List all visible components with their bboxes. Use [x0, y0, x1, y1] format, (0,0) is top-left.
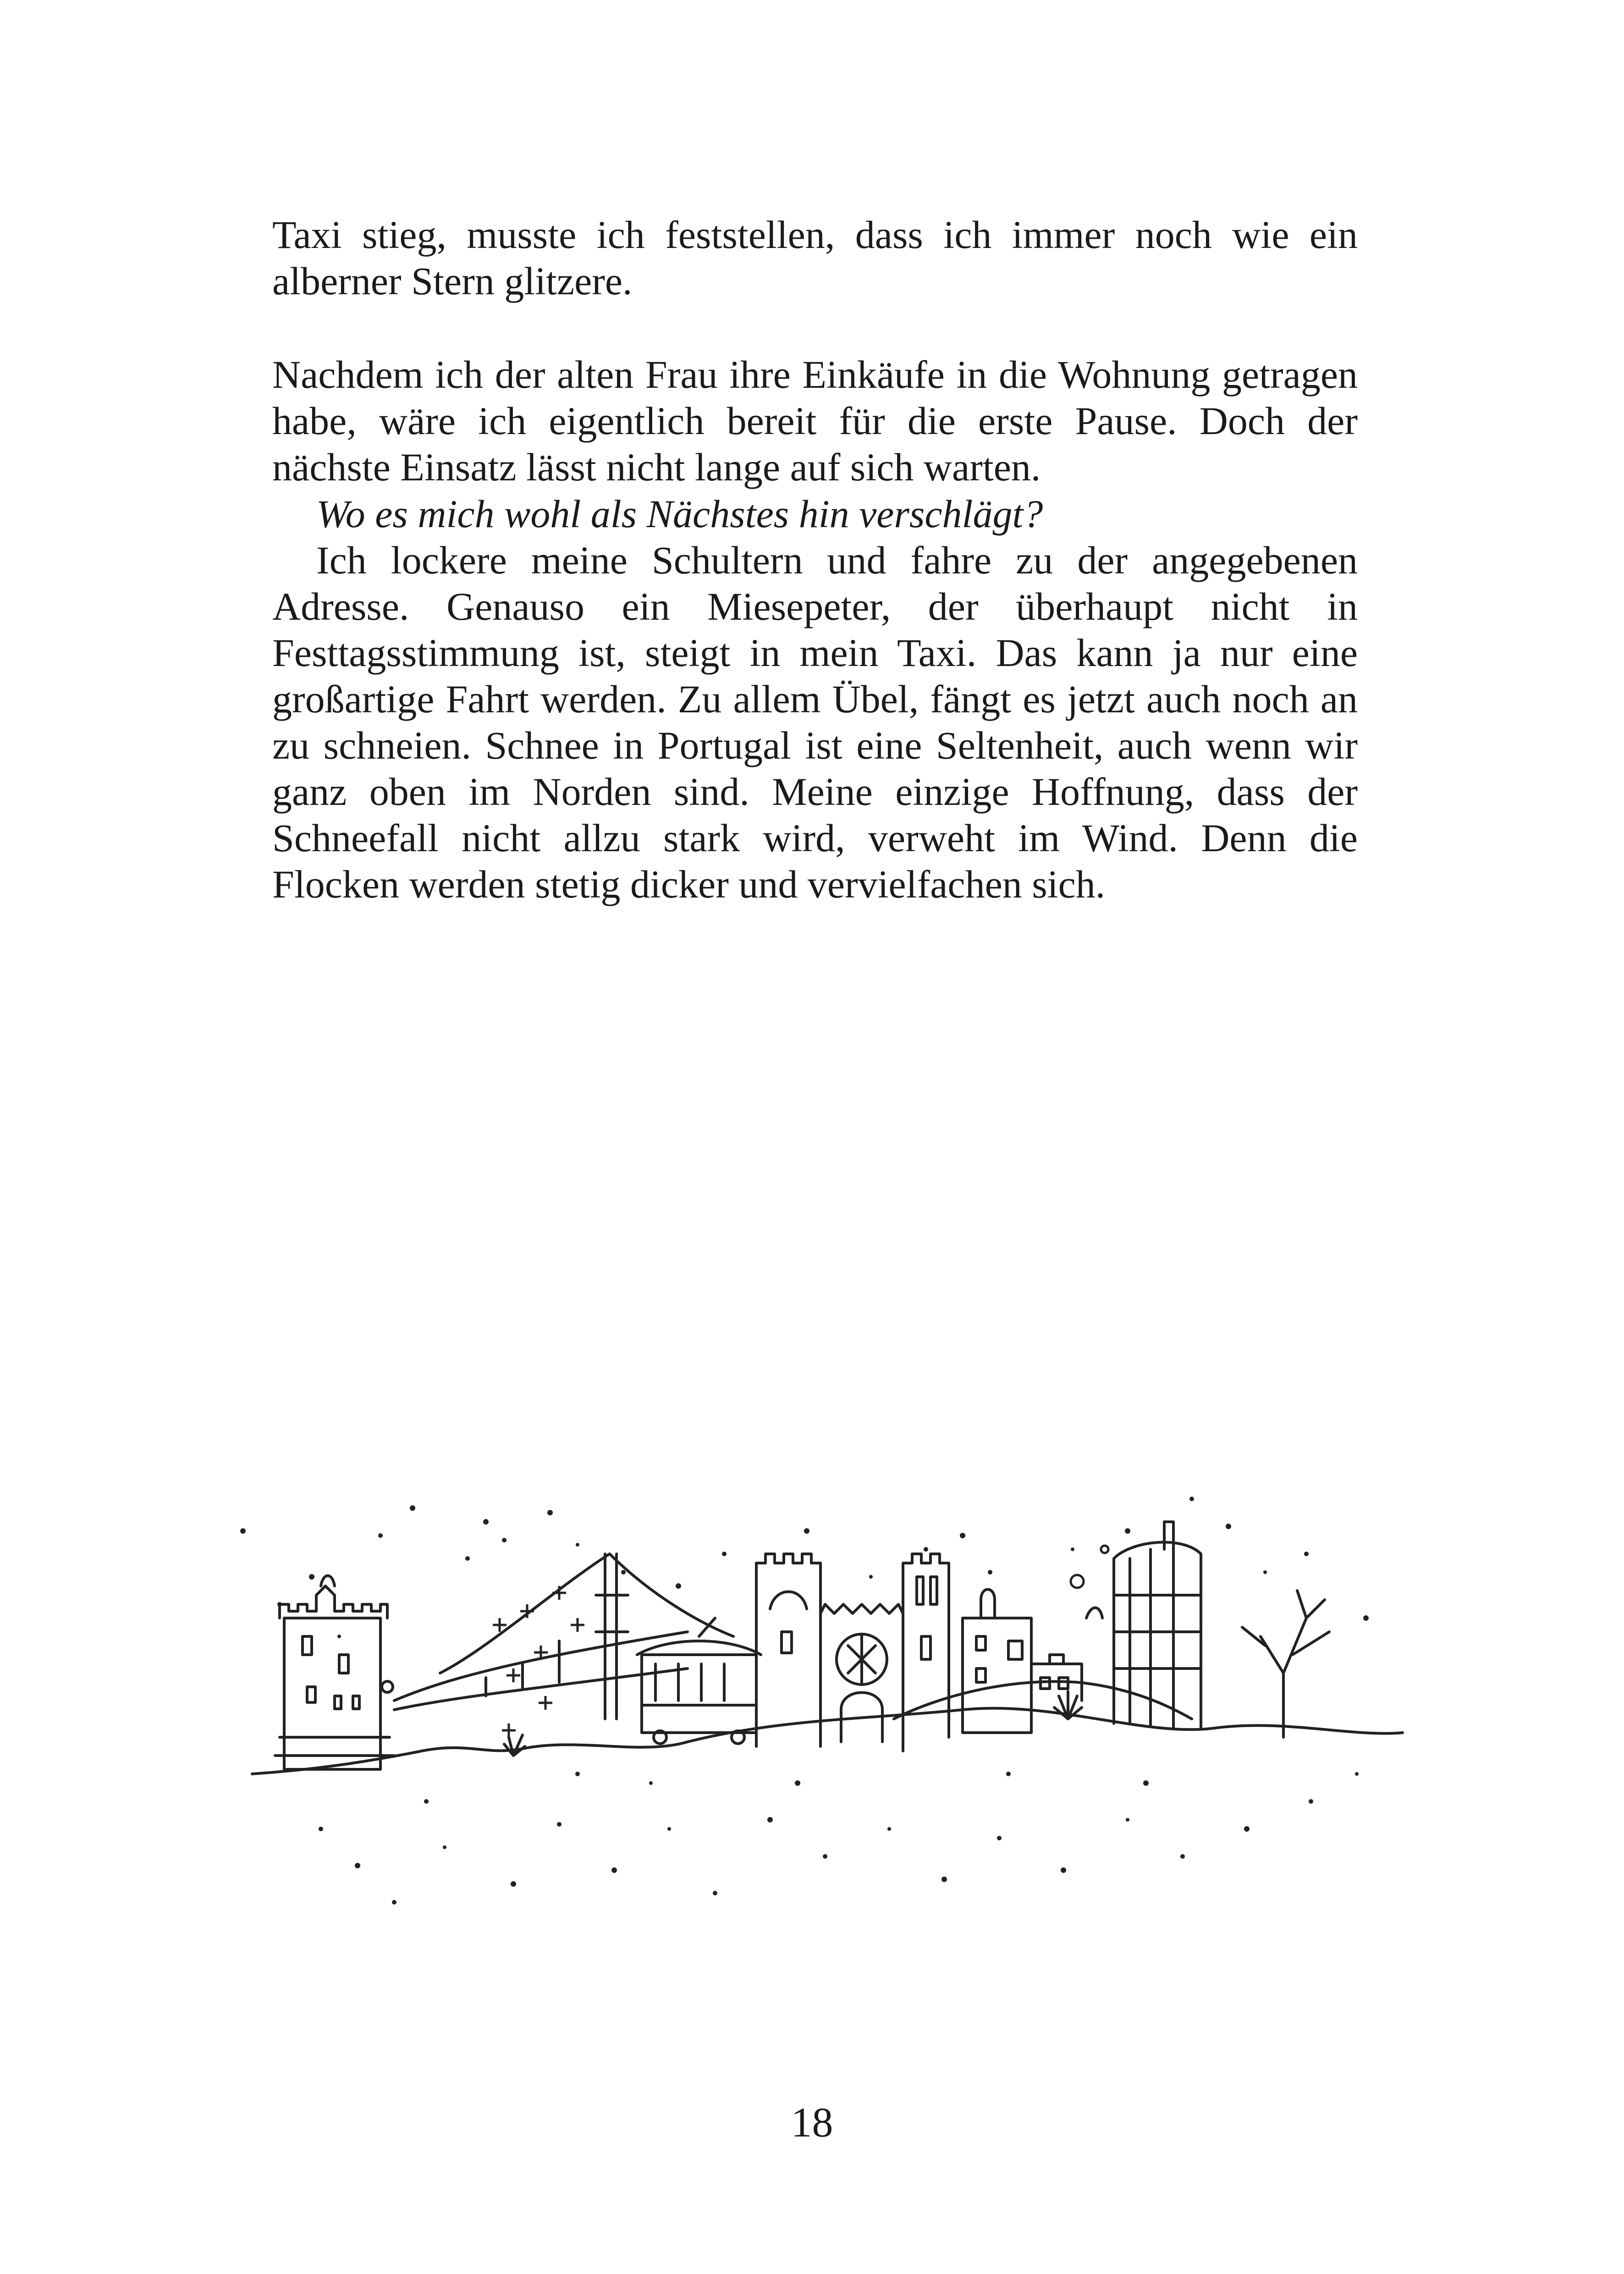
page-number: 18 — [791, 2099, 833, 2146]
lisbon-skyline-illustration — [229, 1481, 1430, 2076]
houses — [963, 1590, 1102, 1733]
ground-line — [252, 1708, 1403, 1774]
cathedral — [756, 1554, 949, 1751]
suspension-bridge — [394, 1554, 733, 1719]
paragraph-continuation: Taxi stieg, musste ich feststellen, dass ich immer noch wie ein alberner Stern glitzere. — [272, 213, 1358, 303]
belem-tower — [275, 1576, 394, 1770]
paragraph: Ich lockere meine Schultern und fahre zu der angegebenen Adresse. Genauso ein Miesepeter, der überhaupt nicht in Festtagsstimmung ist, steigt in mein Taxi. Das kann ja nur eine großartige Fahrt werden. Zu allem Übel, fängt es jetzt auch noch an zu schneien. Schnee in Portugal ist eine Seltenheit, auch wenn wir ganz oben im Norden sind. Meine einzige Hoffnung, dass der Schneefall nicht allzu stark wird, verweht im Wind. Denn die Flocken werden stetig dicker und vervielfachen sich. — [272, 538, 1358, 906]
modern-building — [1114, 1522, 1201, 1728]
paragraph: Nachdem ich der alten Frau ihre Einkäufe in die Wohnung getragen habe, wäre ich eigentlich bereit für die erste Pause. Doch der nächste Einsatz lässt nicht lange auf sich warten. — [272, 352, 1358, 489]
italic-thought: Wo es mich wohl als Nächstes hin verschlägt? — [316, 492, 1043, 536]
snowflakes — [240, 1497, 1369, 1905]
bare-tree — [1242, 1591, 1329, 1737]
